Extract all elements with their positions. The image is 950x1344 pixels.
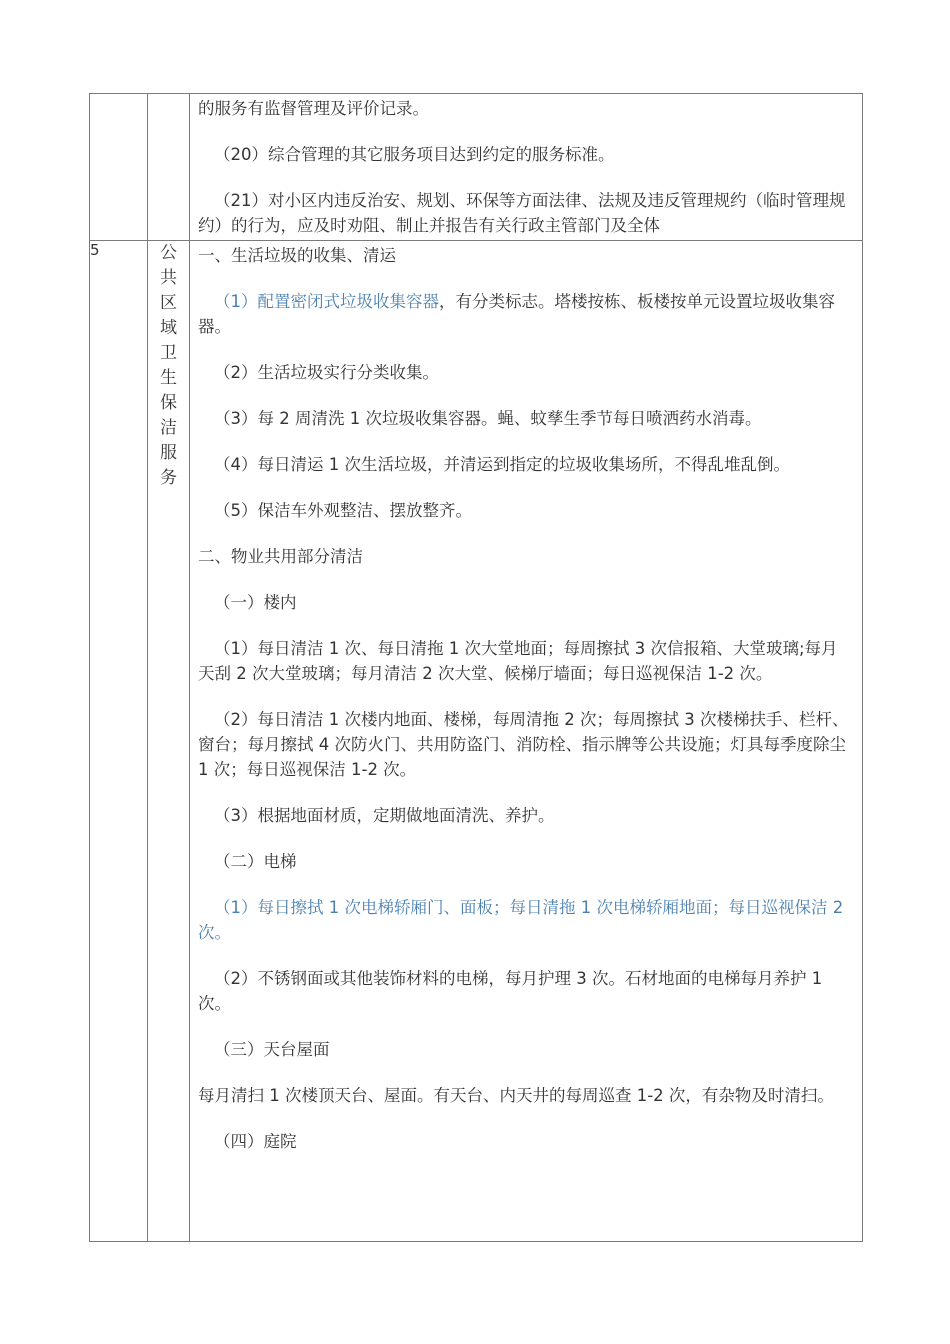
paragraph [198, 289, 850, 339]
category-cell [148, 94, 190, 241]
subsection-heading: （一）楼内 [214, 593, 297, 612]
paragraph: （20）综合管理的其它服务项目达到约定的服务标准。 [214, 145, 615, 164]
category-char: 洁 [160, 418, 177, 438]
content-cell [190, 241, 863, 1242]
number-cell: 5 [90, 241, 148, 1242]
subsection-heading: （二）电梯 [214, 852, 297, 871]
content-cell [190, 94, 863, 241]
category-char: 公 [160, 243, 177, 263]
paragraph: （5）保洁车外观整洁、摆放整齐。 [214, 501, 472, 520]
subsection-heading: （三）天台屋面 [214, 1040, 330, 1059]
paragraph-text: ，有分类标志。塔楼按栋、板楼按单元设置垃圾收集容器。 [198, 292, 835, 336]
category-char: 务 [160, 468, 177, 488]
category-char: 卫 [160, 343, 177, 363]
subsection-heading: （四）庭院 [214, 1132, 297, 1151]
paragraph: （1）每日擦拭 1 次电梯轿厢门、面板；每日清拖 1 次电梯轿厢地面；每日巡视保洁 2 次。 [198, 898, 844, 942]
paragraph: （2）生活垃圾实行分类收集。 [214, 363, 439, 382]
table-row [90, 241, 863, 1242]
paragraph: （3）每 2 周清洗 1 次垃圾收集容器。蝇、蚊孳生季节每日喷洒药水消毒。 [214, 409, 762, 428]
number-cell [90, 94, 148, 241]
paragraph: （2）不锈钢面或其他装饰材料的电梯，每月护理 3 次。石材地面的电梯每月养护 1 次。 [198, 969, 823, 1013]
paragraph: （21）对小区内违反治安、规划、环保等方面法律、法规及违反管理规约（临时管理规约）的行为，应及时劝阻、制止并报告有关行政主管部门及全体 [198, 191, 846, 235]
paragraph: （4）每日清运 1 次生活垃圾，并清运到指定的垃圾收集场所，不得乱堆乱倒。 [214, 455, 790, 474]
paragraph: 的服务有监督管理及评价记录。 [198, 99, 429, 118]
category-char: 生 [160, 368, 177, 388]
category-cell [148, 241, 190, 1242]
category-char: 区 [160, 293, 177, 313]
category-char: 服 [160, 443, 177, 463]
category-char: 保 [160, 393, 177, 413]
paragraph: （3）根据地面材质，定期做地面清洗、养护。 [214, 806, 555, 825]
section-heading: 一、生活垃圾的收集、清运 [198, 246, 396, 265]
section-heading: 二、物业共用部分清洁 [198, 547, 363, 566]
paragraph: （2）每日清洁 1 次楼内地面、楼梯，每周清拖 2 次；每周擦拭 3 次楼梯扶手、栏杆、窗台；每月擦拭 4 次防火门、共用防盗门、消防栓、指示牌等公共设施；灯具每季度除尘 1 次；每日巡视保洁 1-2 次。 [198, 710, 849, 779]
category-char: 域 [160, 318, 177, 338]
table-row [90, 94, 863, 241]
category-char: 共 [160, 268, 177, 288]
highlighted-text: （1）配置密闭式垃圾收集容器 [214, 292, 439, 311]
paragraph: （1）每日清洁 1 次、每日清拖 1 次大堂地面；每周擦拭 3 次信报箱、大堂玻璃;每月天刮 2 次大堂玻璃；每月清洁 2 次大堂、候梯厅墙面；每日巡视保洁 1-2 次。 [198, 639, 838, 683]
paragraph: 每月清扫 1 次楼顶天台、屋面。有天台、内天井的每周巡查 1-2 次，有杂物及时清扫。 [198, 1086, 834, 1105]
service-standard-table [89, 93, 863, 1242]
